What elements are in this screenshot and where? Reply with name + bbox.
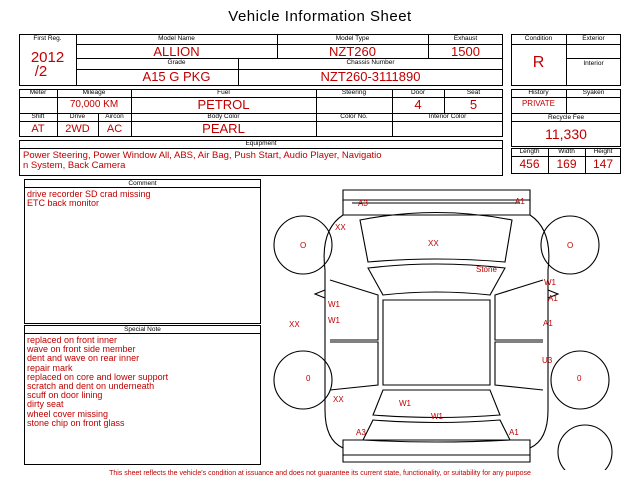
door-left-front bbox=[330, 280, 378, 340]
exhaust-label: Exhaust bbox=[453, 35, 478, 42]
body-color-value: PEARL bbox=[202, 121, 245, 136]
meter-label: Meter bbox=[29, 89, 47, 96]
mark-a3-rear: A3 bbox=[356, 428, 366, 437]
trunk bbox=[363, 420, 510, 442]
color-no-label: Color No. bbox=[340, 113, 368, 120]
drive-label: Drive bbox=[69, 113, 86, 120]
model-type-label: Model Type bbox=[335, 35, 370, 42]
interior-color-label: Interior Color bbox=[428, 113, 467, 120]
shift-value: AT bbox=[31, 123, 45, 135]
grade-value: A15 G PKG bbox=[142, 69, 211, 84]
mark-xx-left-top: XX bbox=[335, 223, 346, 232]
mileage-value: 70,000 KM bbox=[69, 99, 119, 110]
comment-line: drive recorder SD crad missing bbox=[27, 189, 151, 199]
sheet-title: Vehicle Information Sheet bbox=[228, 8, 412, 25]
body-color-label: Body Color bbox=[207, 113, 240, 120]
roof bbox=[383, 300, 490, 385]
disclaimer-footer: This sheet reflects the vehicle's condition at issuance and does not guarantee its current state, functionality, or suitability for any purpose bbox=[109, 470, 531, 477]
mark-a3-front: A3 bbox=[358, 199, 368, 208]
front-bumper bbox=[343, 190, 530, 200]
mark-u3-right: U3 bbox=[542, 356, 553, 365]
fuel-label: Fuel bbox=[217, 89, 230, 96]
door-left-rear bbox=[330, 342, 378, 390]
mark-w1-rear2: W1 bbox=[431, 412, 443, 421]
special-note-line: stone chip on front glass bbox=[27, 417, 125, 428]
mark-o-left-bottom: 0 bbox=[306, 374, 311, 383]
spare-wheel bbox=[558, 425, 612, 470]
steering-label: Steering bbox=[341, 89, 367, 96]
special-note-label: Special Note bbox=[124, 326, 161, 333]
special-note-line: wave on front side member bbox=[27, 344, 136, 355]
comment-line: ETC back monitor bbox=[27, 198, 100, 209]
mark-xx-rear-left: XX bbox=[333, 395, 344, 404]
height-value: 147 bbox=[592, 157, 614, 171]
door-right-front bbox=[495, 280, 543, 340]
mark-o-right-bottom: 0 bbox=[577, 374, 582, 383]
interior-label: Interior bbox=[583, 60, 604, 67]
recycle-fee-label: Recycle Fee bbox=[547, 114, 585, 121]
condition-value: R bbox=[532, 54, 545, 71]
history-label: History bbox=[528, 89, 549, 96]
special-note-line: replaced on core and lower support bbox=[27, 371, 169, 382]
history-value: PRIVATE bbox=[521, 99, 556, 108]
condition-label: Condition bbox=[524, 35, 553, 42]
car-damage-diagram bbox=[262, 180, 640, 470]
width-value: 169 bbox=[556, 157, 577, 171]
body-outline-right bbox=[530, 215, 549, 448]
model-name-label: Model Name bbox=[158, 35, 195, 42]
equipment-label: Equipment bbox=[245, 140, 277, 147]
special-note-line: replaced on front inner bbox=[27, 335, 118, 345]
special-note-line: repair mark bbox=[27, 362, 73, 373]
shift-label: Shift bbox=[31, 113, 45, 120]
body-outline-left bbox=[324, 215, 343, 448]
mark-a1-front: A1 bbox=[515, 197, 525, 206]
wheel-rear-left bbox=[274, 351, 332, 409]
seat-value: 5 bbox=[469, 97, 478, 112]
seat-label: Seat bbox=[466, 89, 481, 96]
chassis-label: Chassis Number bbox=[346, 59, 395, 66]
door-label: Door bbox=[410, 89, 426, 96]
special-note-line: scratch and dent on underneath bbox=[27, 381, 155, 392]
door-right-rear bbox=[495, 342, 543, 390]
height-label: Height bbox=[593, 148, 613, 155]
recycle-fee-value: 11,330 bbox=[545, 126, 587, 142]
equipment-line2: n System, Back Camera bbox=[23, 160, 126, 171]
special-note-line: dent and wave on rear inner bbox=[27, 353, 140, 364]
comment-label: Comment bbox=[128, 180, 157, 187]
first-reg-label: First Reg. bbox=[33, 35, 62, 42]
equipment-line1: Power Steering, Power Window All, ABS, Air Bag, Push Start, Audio Player, Navigatio bbox=[23, 150, 382, 161]
aircon-value: AC bbox=[106, 123, 123, 135]
special-note-line: dirty seat bbox=[27, 399, 64, 410]
mark-xx-left-side: XX bbox=[289, 320, 300, 329]
comment-lines bbox=[27, 190, 151, 208]
chassis-value: NZT260-3111890 bbox=[320, 69, 421, 84]
special-note-line: wheel cover missing bbox=[27, 408, 109, 419]
mark-w1-left-door2: W1 bbox=[328, 316, 340, 325]
mark-w1-rear: W1 bbox=[399, 399, 411, 408]
model-name-value: ALLION bbox=[153, 44, 200, 59]
mark-a1-right-door: A1 bbox=[543, 319, 553, 328]
exterior-label: Exterior bbox=[582, 35, 605, 42]
aircon-label: Aircon bbox=[105, 113, 124, 120]
door-value: 4 bbox=[414, 97, 422, 112]
mark-w1-left-door: W1 bbox=[328, 300, 340, 309]
model-type-value: NZT260 bbox=[329, 44, 376, 59]
length-label: Length bbox=[519, 148, 540, 155]
mark-w1-right-upper: W1 bbox=[544, 278, 556, 287]
mark-xx-hood: XX bbox=[428, 239, 439, 248]
hood bbox=[360, 213, 512, 263]
mark-o-left-top: O bbox=[300, 241, 307, 250]
first-reg-value-line2: /2 bbox=[34, 63, 48, 80]
special-note-lines bbox=[27, 336, 168, 428]
grade-label: Grade bbox=[167, 59, 186, 66]
drive-value: 2WD bbox=[65, 123, 90, 135]
mileage-label: Mileage bbox=[82, 89, 106, 96]
length-value: 456 bbox=[519, 157, 540, 171]
mark-o-right-top: O bbox=[567, 241, 574, 250]
mark-a1-right-upper: A1 bbox=[548, 294, 558, 303]
special-note-line: scuff on door lining bbox=[27, 390, 103, 401]
fuel-value: PETROL bbox=[197, 97, 250, 112]
width-label: Width bbox=[558, 148, 575, 155]
mark-stone: Stone bbox=[476, 265, 497, 274]
first-reg-value-line1: 2012 bbox=[30, 49, 65, 66]
syaken-label: Syaken bbox=[582, 89, 605, 96]
exhaust-value: 1500 bbox=[451, 44, 480, 59]
mark-a1-rear: A1 bbox=[509, 428, 519, 437]
